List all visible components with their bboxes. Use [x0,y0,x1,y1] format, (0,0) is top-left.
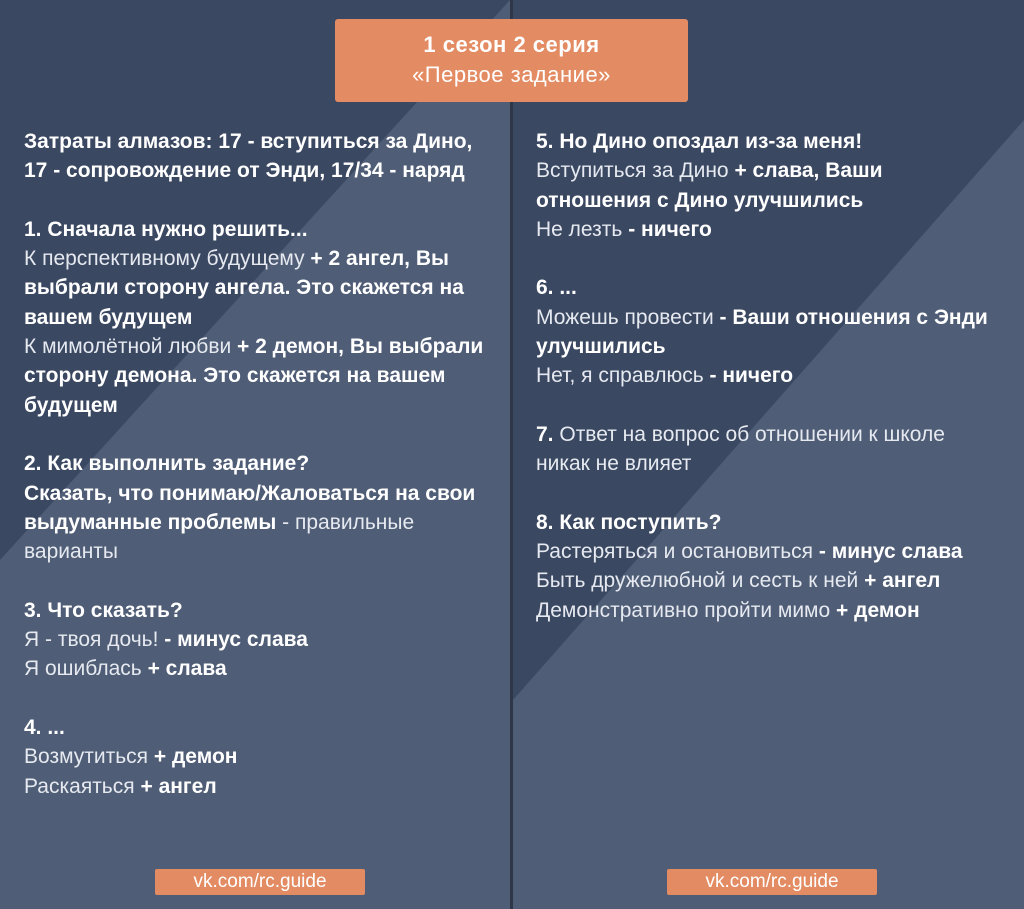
question-1-option-2 [24,332,504,361]
option-effect: - минус слава [164,628,308,652]
question-3-title: 3. Что сказать? [24,598,183,622]
option-text: Я ошиблась [24,657,142,681]
option-effect-cont: будущем [24,393,118,417]
question-6-option-2 [536,361,1016,390]
option-effect: + слава, Ваши [734,159,883,183]
option-effect: + демон [836,598,920,622]
option-effect: + слава [147,657,227,681]
diamond-cost-line: 17 - сопровождение от Энди, 17/34 - наряд [24,159,465,183]
option-effect: + 2 демон, Вы выбрали [237,335,484,359]
answer-note-cont: варианты [24,540,118,564]
question-8-option-1 [536,537,1016,566]
option-text: Быть дружелюбной и сесть к ней [536,569,859,593]
option-effect: - ничего [628,217,712,241]
footer-link-right: vk.com/rc.guide [667,869,877,895]
right-column [536,127,1016,625]
question-3-option-1 [24,625,504,654]
option-effect: + ангел [140,774,217,798]
option-text: Вступиться за Дино [536,159,729,183]
option-effect: - ничего [709,364,794,388]
option-text: Растеряться и остановиться [536,540,814,564]
question-3-option-2 [24,654,504,683]
title-banner [335,19,688,102]
option-text: Демонстративно пройти мимо [536,598,831,622]
column-divider [510,0,513,909]
answer-note: - правильные [282,510,415,534]
diamond-cost-line: Затраты алмазов: 17 - вступиться за Дино, [24,130,473,153]
left-column [24,127,504,801]
option-effect-cont: отношения с Дино улучшились [536,188,864,212]
option-effect: + демон [153,745,238,769]
question-5-title: 5. Но Дино опоздал из-за меня! [536,130,863,153]
question-5-option-2 [536,215,1016,244]
option-effect-cont: выбрали сторону ангела. Это скажется на [24,276,464,300]
question-8-title: 8. Как поступить? [536,510,722,534]
option-effect: + 2 ангел, Вы [310,247,449,271]
question-5-option-1 [536,156,1016,185]
option-text: Раскаяться [24,774,135,798]
question-2-answer [24,508,504,537]
question-7-title: 7. [536,422,554,446]
option-text: Я - твоя дочь! [24,628,159,652]
option-text: К перспективному будущему [24,247,305,271]
question-4-title: 4. ... [24,715,65,739]
option-effect: - минус слава [818,540,963,564]
question-7-text [536,420,1016,449]
option-text: Можешь провести [536,305,714,329]
question-8-option-3 [536,596,1016,625]
question-1-option-1 [24,244,504,273]
option-effect-cont: улучшились [536,335,666,359]
question-8-option-2 [536,566,1016,595]
episode-subtitle: «Первое задание» [412,62,611,87]
question-6-title: 6. ... [536,276,577,300]
option-text: Нет, я справлюсь [536,364,704,388]
question-1-title: 1. Сначала нужно решить... [24,217,308,241]
question-2-title: 2. Как выполнить задание? [24,452,310,476]
option-text: Не лезть [536,217,623,241]
option-text: К мимолётной любви [24,335,232,359]
question-4-option-1 [24,742,504,771]
question-2-answer: Сказать, что понимаю/Жаловаться на свои [24,481,476,505]
question-7-line: Ответ на вопрос об отношении к школе [559,422,945,446]
option-effect: + ангел [864,569,941,593]
option-effect-cont: сторону демона. Это скажется на вашем [24,364,446,388]
option-effect: - Ваши отношения с Энди [719,305,988,329]
question-7-line: никак не влияет [536,452,692,476]
question-6-option-1 [536,303,1016,332]
option-text: Возмутиться [24,745,149,769]
footer-link-left: vk.com/rc.guide [155,869,365,895]
answer-text: выдуманные проблемы [24,510,277,534]
question-4-option-2 [24,772,504,801]
option-effect-cont: вашем будущем [24,305,193,329]
episode-title: 1 сезон 2 серия [423,32,600,57]
